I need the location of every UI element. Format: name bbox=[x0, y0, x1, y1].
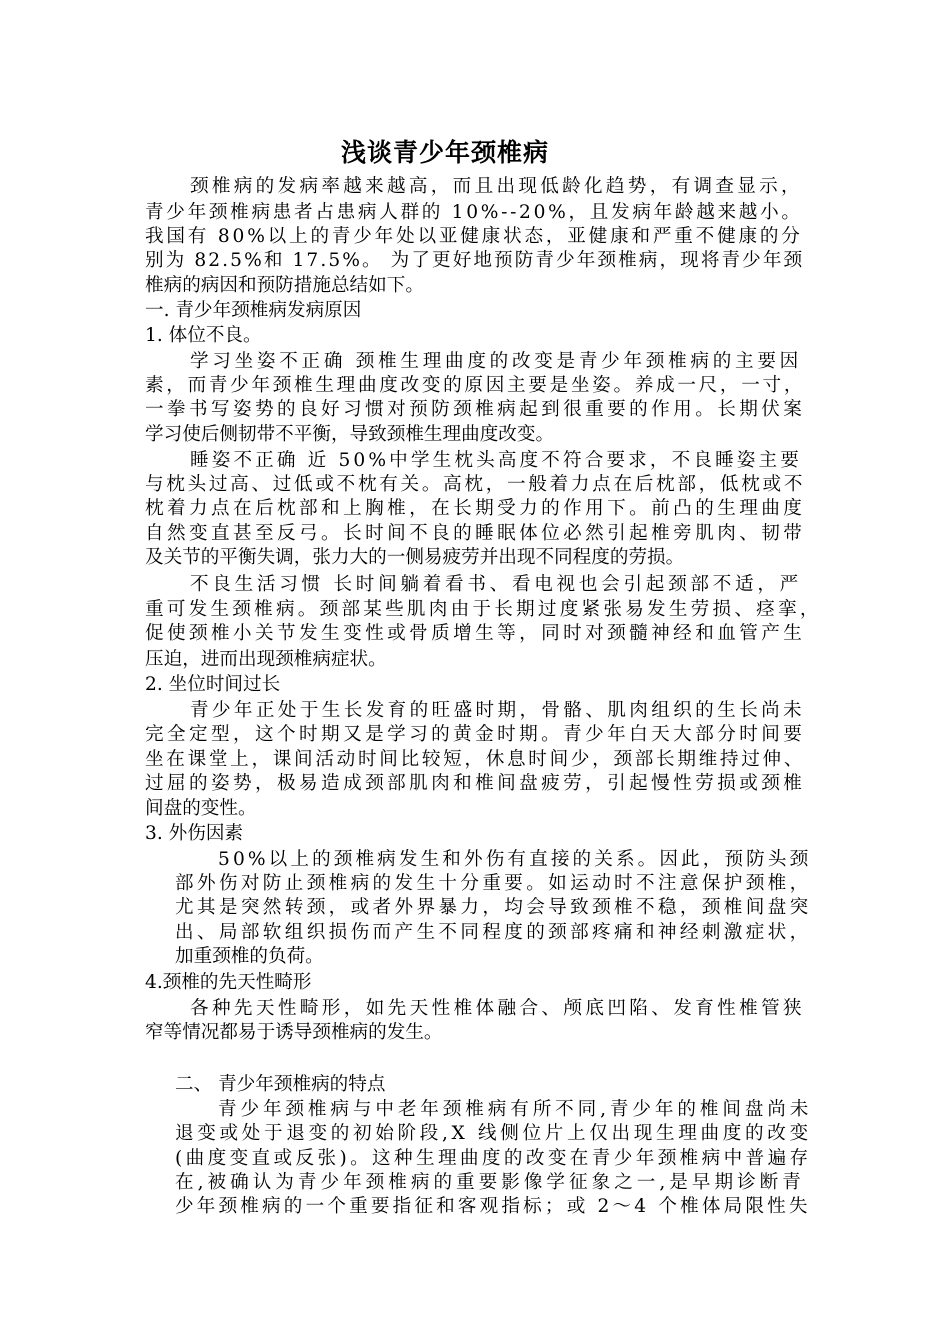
text-line: 青少年颈椎病与中老年颈椎病有所不同,青少年的椎间盘尚未 bbox=[218, 1099, 813, 1120]
text-line: 青少年正处于生长发育的旺盛时期，骨骼、肌肉组织的生长尚未 bbox=[190, 700, 805, 721]
text-line: 尤其是突然转颈，或者外界暴力，均会导致颈椎不稳，颈椎间盘突 bbox=[175, 897, 812, 918]
text-line: 不良生活习惯 长时间躺着看书、看电视也会引起颈部不适，严 bbox=[190, 574, 802, 595]
text-line: 在,被确认为青少年颈椎病的重要影像学征象之一,是早期诊断青 bbox=[175, 1172, 805, 1193]
text-line: 压迫，进而出现颈椎病症状。 bbox=[145, 649, 387, 670]
text-line: 少年颈椎病的一个重要指征和客观指标；或 2～4 个椎体局限性失 bbox=[175, 1196, 811, 1217]
text-line: 与枕头过高、过低或不枕有关。高枕，一般着力点在后枕部，低枕或不 bbox=[145, 474, 806, 495]
text-line: 学习使后侧韧带不平衡，导致颈椎生理曲度改变。 bbox=[145, 424, 555, 445]
text-line: 颈椎病的发病率越来越高，而且出现低龄化趋势，有调查显示， bbox=[190, 176, 803, 197]
text-line: (曲度变直或反张)。这种生理曲度的改变在青少年颈椎病中普遍存 bbox=[175, 1148, 812, 1169]
text-line: 完全定型，这个时期又是学习的黄金时期。青少年白天大部分时间要 bbox=[145, 724, 806, 745]
text-line: 我国有 80%以上的青少年处以亚健康状态，亚健康和严重不健康的分 bbox=[145, 226, 803, 247]
text-line: 椎病的病因和预防措施总结如下。 bbox=[145, 275, 424, 296]
page-title: 浅谈青少年颈椎病 bbox=[340, 138, 549, 167]
text-line: 一拳书写姿势的良好习惯对预防颈椎病起到很重要的作用。长期伏案 bbox=[145, 399, 806, 420]
subheading-4: 4.颈椎的先天性畸形 bbox=[145, 972, 312, 993]
text-line: 及关节的平衡失调，张力大的一侧易疲劳并出现不同程度的劳损。 bbox=[145, 547, 685, 568]
text-line: 出、局部软组织损伤而产生不同程度的颈部疼痛和神经刺激症状， bbox=[175, 922, 812, 943]
text-line: 青少年颈椎病患者占患病人群的 10%--20%，且发病年龄越来越小。 bbox=[145, 202, 803, 223]
subheading-2: 2. 坐位时间过长 bbox=[145, 674, 281, 695]
text-line: 坐在课堂上，课间活动时间比较短，休息时间少，颈部长期维持过伸、 bbox=[145, 749, 806, 770]
text-line: 别为 82.5%和 17.5%。 为了更好地预防青少年颈椎病，现将青少年颈 bbox=[145, 250, 805, 271]
subheading-3: 3. 外伤因素 bbox=[145, 823, 244, 844]
text-line: 部外伤对防止颈椎病的发生十分重要。如运动时不注意保护颈椎， bbox=[175, 873, 812, 894]
text-line: 学习坐姿不正确 颈椎生理曲度的改变是青少年颈椎病的主要因 bbox=[190, 351, 802, 372]
text-line: 素，而青少年颈椎生理曲度改变的原因主要是坐姿。养成一尺，一寸， bbox=[145, 375, 806, 396]
section-heading-2: 二、 青少年颈椎病的特点 bbox=[175, 1074, 386, 1095]
text-line: 重可发生颈椎病。颈部某些肌肉由于长期过度紧张易发生劳损、痉挛， bbox=[145, 599, 822, 620]
text-line: 过屈的姿势，极易造成颈部肌肉和椎间盘疲劳，引起慢性劳损或颈椎 bbox=[145, 773, 806, 794]
text-line: 窄等情况都易于诱导颈椎病的发生。 bbox=[145, 1022, 443, 1043]
text-line: 各种先天性畸形，如先天性椎体融合、颅底凹陷、发育性椎管狭 bbox=[190, 998, 805, 1019]
subheading-1: 1. 体位不良。 bbox=[145, 325, 262, 346]
text-line: 枕着力点在后枕部和上胸椎，在长期受力的作用下。前凸的生理曲度 bbox=[145, 498, 806, 519]
section-heading-1: 一. 青少年颈椎病发病原因 bbox=[145, 300, 362, 321]
text-line: 睡姿不正确 近 50%中学生枕头高度不符合要求，不良睡姿主要 bbox=[190, 450, 802, 471]
text-line: 退变或处于退变的初始阶段,X 线侧位片上仅出现生理曲度的改变 bbox=[175, 1123, 812, 1144]
text-line: 自然变直甚至反弓。长时间不良的睡眠体位必然引起椎旁肌肉、韧带 bbox=[145, 523, 806, 544]
text-line: 加重颈椎的负荷。 bbox=[175, 946, 324, 967]
text-line: 50%以上的颈椎病发生和外伤有直接的关系。因此，预防头颈 bbox=[218, 849, 812, 870]
text-line: 间盘的变性。 bbox=[145, 798, 257, 819]
text-line: 促使颈椎小关节发生变性或骨质增生等，同时对颈髓神经和血管产生 bbox=[145, 623, 806, 644]
